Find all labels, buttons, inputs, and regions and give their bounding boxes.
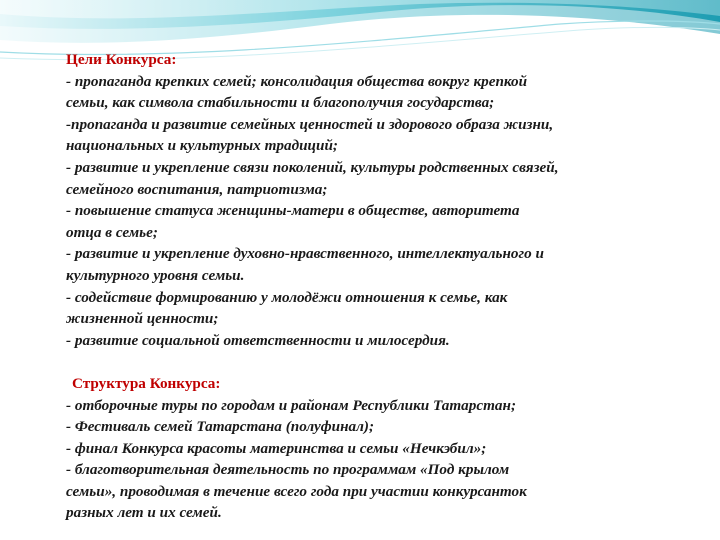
goals-line: -пропаганда и развитие семейных ценностей и здорового образа жизни, (66, 115, 554, 133)
goals-line: - пропаганда крепких семей; консолидация общества вокруг крепкой (66, 72, 528, 90)
structure-line: - благотворительная деятельность по программам «Под крылом (66, 461, 510, 479)
goals-line: - содействие формированию у молодёжи отношения к семье, как (66, 288, 508, 306)
structure-heading: Структура Конкурса: (72, 374, 221, 392)
goals-line: семейного воспитания, патриотизма; (66, 180, 328, 198)
goals-line: жизненной ценности; (66, 310, 219, 328)
structure-line: - Фестиваль семей Татарстана (полуфинал); (66, 418, 375, 436)
goals-line: - повышение статуса женщины-матери в обществе, авторитета (66, 202, 520, 220)
structure-line: разных лет и их семей. (66, 504, 222, 522)
section-spacer (66, 351, 666, 373)
goals-line: отца в семье; (66, 223, 158, 241)
goals-line: - развитие и укрепление духовно-нравственного, интеллектуального и (66, 245, 544, 263)
slide-content (66, 49, 666, 524)
goals-line: культурного уровня семьи. (66, 266, 245, 284)
structure-line: - финал Конкурса красоты материнства и семьи «Нечкэбил»; (66, 439, 487, 457)
goals-line: - развитие социальной ответственности и милосердия. (66, 331, 450, 349)
structure-line: - отборочные туры по городам и районам Республики Татарстан; (66, 396, 517, 414)
goals-line: национальных и культурных традиций; (66, 137, 338, 155)
goals-heading: Цели Конкурса: (66, 51, 177, 68)
goals-line: - развитие и укрепление связи поколений, культуры родственных связей, (66, 158, 559, 176)
structure-line: семьи», проводимая в течение всего года при участии конкурсанток (66, 482, 527, 500)
goals-line: семьи, как символа стабильности и благополучия государства; (66, 94, 495, 112)
